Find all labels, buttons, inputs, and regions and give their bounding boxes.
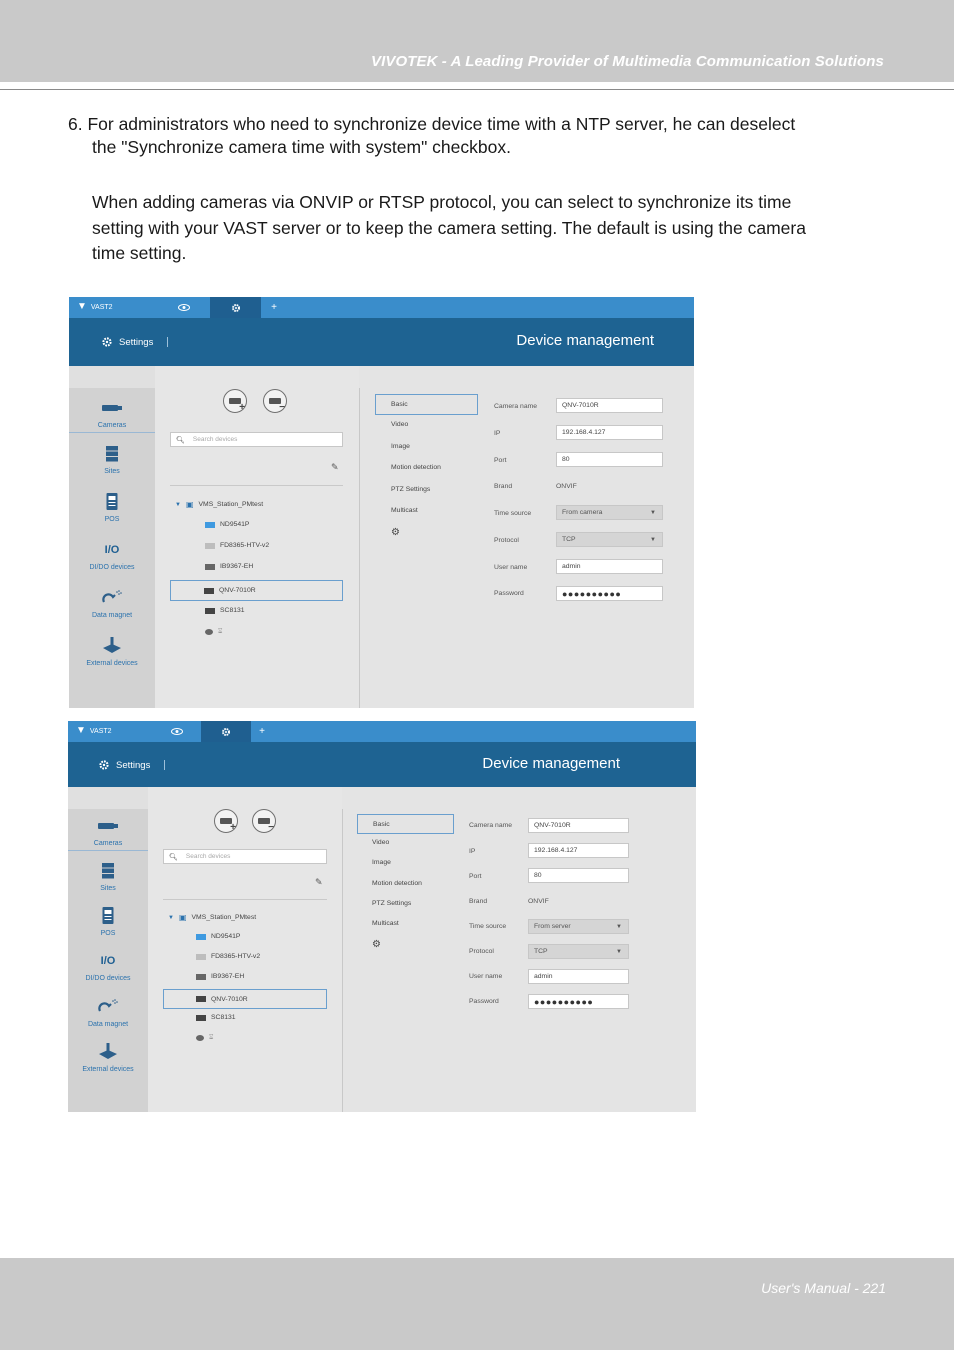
user-name-field[interactable]: admin [556,559,663,574]
paragraph-line2: setting with your VAST server or to keep the camera setting. The default is using the camera [92,217,806,238]
tree-node-device[interactable] [205,542,269,549]
plus-icon: + [230,822,236,833]
logo-text: VAST2 [89,727,112,735]
nav-label-data-magnet: Data magnet [91,612,133,619]
app-topbar [68,721,696,742]
protocol-label: Protocol [494,537,519,544]
app-titlebar [68,742,696,787]
password-field[interactable]: ●●●●●●●●●● [556,586,663,601]
search-placeholder: Search devices [192,436,238,443]
nav-label-dido: DI/DO devices [89,564,135,571]
bullet-camera-icon [196,974,206,980]
ip-field[interactable]: 192.168.4.127 [528,843,629,858]
edit-icon[interactable]: ✎ [315,877,323,887]
nav-label-data-magnet: Data magnet [87,1021,129,1028]
time-source-select[interactable] [528,919,629,934]
tree-node-station[interactable] [175,500,263,509]
ip-label: IP [469,848,476,855]
device-tree-panel [148,787,342,1112]
nav-item-data-magnet[interactable] [68,997,148,1028]
minus-icon: − [268,822,274,833]
logo-text: VAST2 [90,303,113,311]
tree-node-device[interactable] [205,521,249,528]
offline-camera-icon [196,954,206,960]
tree-node-selected[interactable] [163,989,327,1009]
nav-label-external-devices: External devices [82,1066,134,1073]
device-name: FD8365-HTV-v2 [220,542,270,549]
search-input[interactable] [170,432,343,447]
protocol-select[interactable] [556,532,663,547]
header-divider [0,89,954,90]
user-name-field[interactable]: admin [528,969,629,984]
tab-liveview[interactable] [154,721,200,742]
nav-item-dido[interactable] [69,540,155,571]
device-name: QNV-7010R [211,995,248,1003]
io-icon: I/O [104,544,120,556]
left-nav [68,787,148,1112]
box-camera-icon [205,608,215,614]
page-footer [0,1258,954,1350]
tree-node-selected[interactable] [170,580,343,601]
tab-add[interactable]: + [271,302,277,313]
camera-name-label: Camera name [494,403,538,410]
brand-label: Brand [469,898,488,905]
menu-item-image[interactable]: Image [391,443,410,450]
box-camera-icon [204,588,214,594]
step-text-line1: 6. For administrators who need to synchronize device time with a NTP server, he can deselect [68,114,796,134]
chevron-down-icon: ▼ [616,948,622,955]
page-title: Device management [516,332,654,349]
protocol-select[interactable] [528,944,629,959]
dome-camera-icon [205,629,213,635]
menu-item-ptz-settings[interactable]: PTZ Settings [372,900,412,907]
paragraph-line3: time setting. [92,243,187,263]
menu-item-multicast[interactable]: Multicast [372,920,399,927]
loading-icon: ⌛︎ [218,628,223,635]
time-source-select[interactable] [556,505,663,520]
menu-item-video[interactable]: Video [372,839,390,846]
brand-value: ONVIF [528,898,549,905]
search-icon: 🔍︎ [176,436,185,444]
settings-gear-icon [98,759,110,771]
tree-divider [163,899,327,900]
breadcrumb-separator [167,337,168,347]
loading-icon: ⌛︎ [209,1034,214,1041]
offline-camera-icon [205,543,215,549]
plus-icon: + [239,402,245,413]
nav-item-external-devices[interactable] [69,636,155,667]
panel-divider [359,388,360,708]
settings-breadcrumb [98,759,165,771]
box-camera-icon [196,1015,206,1021]
ip-label: IP [494,430,501,437]
add-device-button[interactable] [223,389,247,413]
nav-label-cameras: Cameras [93,840,123,847]
time-source-value: From server [534,923,571,930]
eye-icon [171,728,183,735]
camera-name-field[interactable]: QNV-7010R [528,818,629,833]
pos-icon [69,492,155,512]
page-title: Device management [482,755,620,772]
device-name: IB9367-EH [211,973,245,980]
fisheye-camera-icon [196,934,206,940]
station-warning-icon: ▣ [185,500,194,509]
time-source-value: From camera [562,509,603,516]
fisheye-camera-icon [205,522,215,528]
camera-link-icon[interactable]: ⚙︎ [391,527,400,538]
menu-item-ptz-settings[interactable]: PTZ Settings [391,486,431,493]
menu-item-video[interactable]: Video [391,421,409,428]
user-name-label: User name [469,973,503,980]
menu-item-image[interactable]: Image [372,859,391,866]
nav-spacer [69,366,155,388]
device-name: QNV-7010R [219,587,256,594]
left-nav [69,366,155,708]
device-name: ND9541P [211,933,241,940]
remove-device-button[interactable] [263,389,287,413]
remove-device-button[interactable] [252,809,276,833]
station-warning-icon: ▣ [178,913,187,922]
time-source-label: Time source [469,923,507,930]
user-name-label: User name [494,564,528,571]
nav-label-sites: Sites [104,468,120,475]
gear-icon [221,727,231,737]
brand-label: Brand [494,483,513,490]
joystick-icon [68,1042,148,1062]
nav-label-sites: Sites [100,885,116,892]
chevron-down-icon: ▼ [650,536,656,543]
nav-item-sites[interactable] [69,444,155,475]
station-name: VMS_Station_PMtest [191,914,257,921]
tree-node-device[interactable] [196,1014,236,1021]
camera-name-field[interactable]: QNV-7010R [556,398,663,413]
tree-node-device[interactable] [196,973,244,980]
vivotek-logo-icon: ▼ [77,301,87,312]
brand-value: ONVIF [556,483,577,490]
edit-icon[interactable]: ✎ [331,462,339,472]
menu-item-basic[interactable]: Basic [375,394,478,415]
page-number: User's Manual - 221 [761,1280,886,1296]
nav-item-external-devices[interactable] [68,1042,148,1073]
search-input[interactable] [163,849,327,864]
settings-gear-icon [101,336,113,348]
password-label: Password [469,998,499,1005]
password-label: Password [494,590,524,597]
app-topbar [69,297,694,318]
device-name: ND9541P [220,521,250,528]
tree-node-device[interactable] [196,953,260,960]
protocol-value: TCP [534,948,548,955]
magnet-icon [69,588,155,608]
io-icon: I/O [100,955,116,967]
nav-item-pos[interactable] [68,906,148,937]
eye-icon [178,304,190,311]
tree-node-unnamed[interactable] [196,1034,213,1042]
camera-icon [68,816,148,836]
nav-item-cameras[interactable] [68,816,148,851]
device-name: IB9367-EH [220,563,254,570]
pos-icon [68,906,148,926]
settings-label: Settings [116,759,151,771]
tree-node-unnamed[interactable] [205,628,222,636]
device-name: SC8131 [211,1014,236,1021]
time-source-label: Time source [494,510,532,517]
nav-label-dido: DI/DO devices [85,975,131,982]
menu-item-multicast[interactable]: Multicast [391,507,418,514]
nav-item-dido[interactable] [68,951,148,982]
vast2-logo [76,726,112,736]
bullet-camera-icon [205,564,215,570]
tree-node-device[interactable] [196,933,240,940]
menu-item-motion-detection[interactable]: Motion detection [391,464,441,471]
tab-liveview[interactable] [161,297,207,318]
nav-item-cameras[interactable] [69,398,155,433]
paragraph-line1: When adding cameras via ONVIP or RTSP protocol, you can select to synchronize its time [92,192,792,212]
device-name: SC8131 [220,607,245,614]
password-field[interactable]: ●●●●●●●●●● [528,994,629,1009]
nav-label-pos: POS [100,930,116,937]
add-device-button[interactable] [214,809,238,833]
port-label: Port [494,457,507,464]
ip-field[interactable]: 192.168.4.127 [556,425,663,440]
menu-item-basic[interactable]: Basic [357,814,454,834]
box-camera-icon [196,996,206,1002]
search-icon: 🔍︎ [169,853,178,861]
chevron-down-icon: ▼ [616,923,622,930]
nav-label-cameras: Cameras [97,422,127,429]
port-field[interactable]: 80 [528,868,629,883]
nav-label-external-devices: External devices [86,660,138,667]
header-title: VIVOTEK - A Leading Provider of Multimedia Communication Solutions [370,53,884,70]
breadcrumb-separator [164,760,165,770]
vivotek-logo-icon: ▼ [76,725,86,736]
tree-node-device[interactable] [205,563,253,570]
chevron-down-icon: ▼ [650,509,656,516]
gear-icon [231,303,241,313]
dome-camera-icon [196,1035,204,1041]
port-field[interactable]: 80 [556,452,663,467]
nav-item-sites[interactable] [68,861,148,892]
caret-down-icon: ▼ [168,914,174,921]
camera-link-icon[interactable]: ⚙︎ [372,939,381,950]
camera-icon [69,398,155,418]
screenshot-time-from-server [68,721,696,1112]
protocol-value: TCP [562,536,576,543]
tree-node-device[interactable] [205,607,245,614]
joystick-icon [69,636,155,656]
port-label: Port [469,873,482,880]
menu-item-motion-detection[interactable]: Motion detection [372,880,422,887]
page-header [0,0,954,82]
settings-label: Settings [119,336,154,348]
step-text-line2: the "Synchronize camera time with system" checkbox. [92,137,511,157]
server-icon [69,444,155,464]
app-titlebar [69,318,694,366]
settings-breadcrumb [101,336,168,348]
panel-divider [342,809,343,1112]
onvif-paragraph [92,190,892,267]
camera-name-label: Camera name [469,822,513,829]
device-tree-panel [155,366,359,708]
nav-spacer [68,787,148,809]
nav-item-pos[interactable] [69,492,155,523]
vast2-logo [77,302,113,312]
device-name: FD8365-HTV-v2 [211,953,261,960]
station-name: VMS_Station_PMtest [198,501,264,508]
minus-icon: − [279,402,285,413]
nav-item-data-magnet[interactable] [69,588,155,619]
tab-add[interactable]: + [259,726,265,737]
magnet-icon [68,997,148,1017]
screenshot-time-from-camera [69,297,694,708]
server-icon [68,861,148,881]
nav-label-pos: POS [104,516,120,523]
tree-node-station[interactable] [168,913,256,922]
search-placeholder: Search devices [185,853,231,860]
protocol-label: Protocol [469,948,494,955]
tree-divider [170,485,343,486]
caret-down-icon: ▼ [175,501,181,508]
step-6-text [68,113,886,159]
